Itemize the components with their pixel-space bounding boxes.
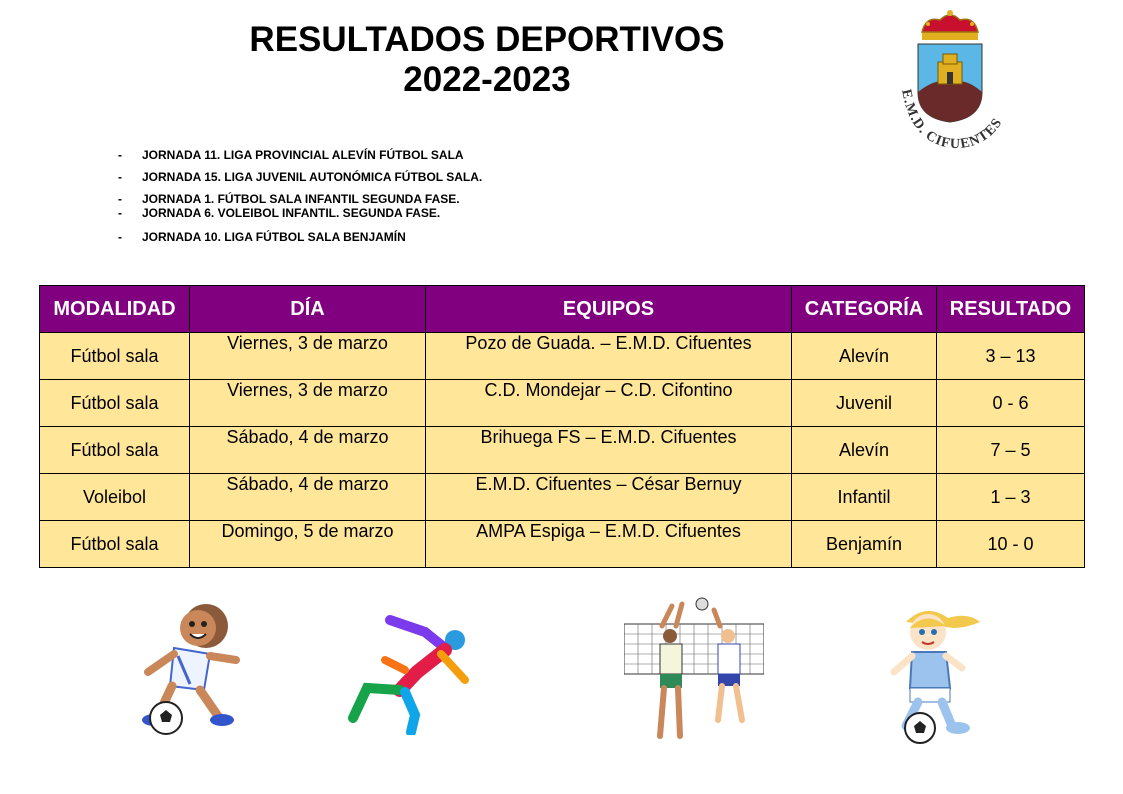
list-item: - JORNADA 15. LIGA JUVENIL AUTONÓMICA FÚTBOL SALA. <box>118 170 483 184</box>
girl-soccer-player-icon <box>876 602 984 748</box>
cell-categoria: Alevín <box>792 333 937 380</box>
list-item: - JORNADA 10. LIGA FÚTBOL SALA BENJAMÍN <box>118 230 406 244</box>
table-row <box>40 333 1085 380</box>
header-equipos: EQUIPOS <box>426 286 792 333</box>
cell-dia: Viernes, 3 de marzo <box>190 333 426 380</box>
list-item: - JORNADA 6. VOLEIBOL INFANTIL. SEGUNDA FASE. <box>118 206 441 220</box>
cell-categoria: Alevín <box>792 427 937 474</box>
cell-modalidad: Fútbol sala <box>40 521 190 568</box>
cell-equipos: Brihuega FS – E.M.D. Cifuentes <box>426 427 792 474</box>
cell-categoria: Juvenil <box>792 380 937 427</box>
header-resultado: RESULTADO <box>937 286 1085 333</box>
cell-equipos: AMPA Espiga – E.M.D. Cifuentes <box>426 521 792 568</box>
table-row <box>40 474 1085 521</box>
page-title <box>200 20 774 100</box>
table-row <box>40 427 1085 474</box>
cell-resultado: 0 - 6 <box>937 380 1085 427</box>
cell-modalidad: Fútbol sala <box>40 380 190 427</box>
cell-dia: Domingo, 5 de marzo <box>190 521 426 568</box>
table-row <box>40 380 1085 427</box>
table-header-row <box>40 286 1085 333</box>
cell-equipos: E.M.D. Cifuentes – César Bernuy <box>426 474 792 521</box>
header-dia: DÍA <box>190 286 426 333</box>
topics-list <box>118 146 482 244</box>
header-modalidad: MODALIDAD <box>40 286 190 333</box>
cell-resultado: 10 - 0 <box>937 521 1085 568</box>
cell-dia: Sábado, 4 de marzo <box>190 427 426 474</box>
cell-modalidad: Fútbol sala <box>40 333 190 380</box>
cell-modalidad: Voleibol <box>40 474 190 521</box>
cell-equipos: C.D. Mondejar – C.D. Cifontino <box>426 380 792 427</box>
logo-lettering: E.M.D. CIFUENTES <box>898 87 1006 153</box>
cell-resultado: 3 – 13 <box>937 333 1085 380</box>
list-item: - JORNADA 11. LIGA PROVINCIAL ALEVÍN FÚTBOL SALA <box>118 148 464 162</box>
header-categoria: CATEGORÍA <box>792 286 937 333</box>
cell-categoria: Infantil <box>792 474 937 521</box>
table-row <box>40 521 1085 568</box>
cell-categoria: Benjamín <box>792 521 937 568</box>
cell-resultado: 1 – 3 <box>937 474 1085 521</box>
cell-resultado: 7 – 5 <box>937 427 1085 474</box>
results-table <box>39 285 1085 568</box>
title-line-2: 2022-2023 <box>403 60 571 99</box>
cell-dia: Sábado, 4 de marzo <box>190 474 426 521</box>
volleyball-players-icon <box>624 596 764 751</box>
runner-icon <box>345 610 480 735</box>
cell-equipos: Pozo de Guada. – E.M.D. Cifuentes <box>426 333 792 380</box>
title-line-1: RESULTADOS DEPORTIVOS <box>249 20 725 59</box>
emd-cifuentes-logo <box>888 6 1018 156</box>
cell-dia: Viernes, 3 de marzo <box>190 380 426 427</box>
list-item: - JORNADA 1. FÚTBOL SALA INFANTIL SEGUNDA FASE. <box>118 192 460 206</box>
cell-modalidad: Fútbol sala <box>40 427 190 474</box>
boy-soccer-player-icon <box>118 598 246 740</box>
